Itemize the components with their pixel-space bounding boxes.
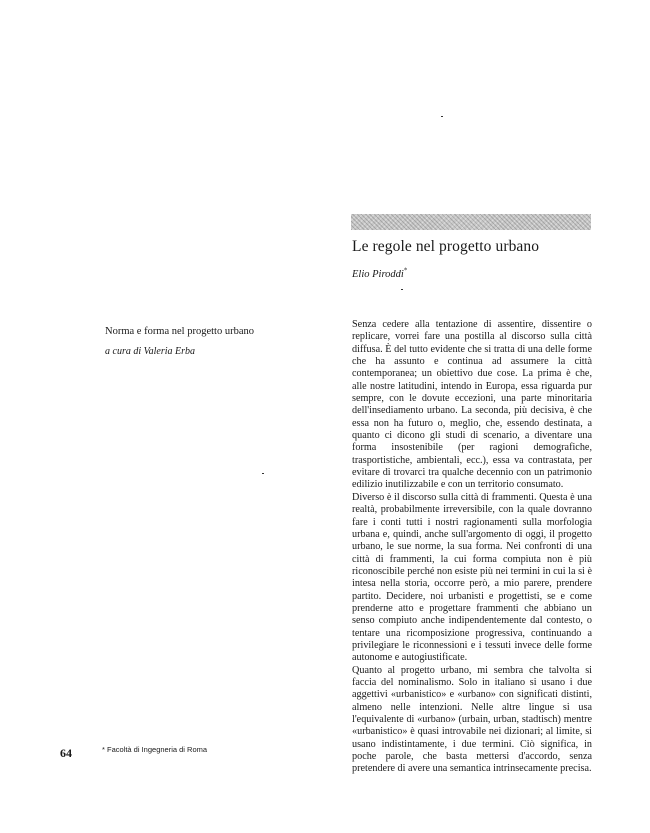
article-author: [352, 266, 408, 280]
body-paragraph: Diverso è il discorso sulla città di frammenti. Questa è una realtà, probabilmente irreversibile, con la quale dovranno fare i conti tutti i nostri ragionamenti sulla morfologia urbana e, quindi, anche sull'argomento di oggi, il progetto urbano, le sue norme, la sua forma. Nei confronti di una città di frammenti, la cui forma compiuta non è più riconoscibile perché non esiste più nei termini in cui la si è intesa nella storia, occorre però, a mio parere, prendere partito. Decidere, noi urbanisti e progettisti, se e come prenderne atto e progettare frammenti che abbiano un senso compiuto anche indipendentemente dal contesto, o tentare una ricomposizione progressiva, continuando a privilegiare le riconnessioni e i tessuti invece delle forme autonome e autogiustificate.: [352, 491, 592, 664]
section-editor: a cura di Valeria Erba: [105, 346, 195, 357]
author-footnote-mark: *: [403, 266, 408, 275]
section-heading: [105, 326, 305, 357]
article-body: [352, 319, 592, 776]
body-paragraph: Senza cedere alla tentazione di assentire, dissentire o replicare, vorrei fare una postilla al discorso sulla città diffusa. È del tutto evidente che si tratta di una delle forme che ha assunto e continua ad assumere la città contemporanea; un obiettivo due cose. La prima è che, alle nostre latitudini, intendo in Europa, essa riguarda pur sempre, con le dovute eccezioni, una parte minoritaria dell'insediamento urbano. La seconda, più decisiva, è che essa non ha futuro o, meglio, che, essendo destinata, a quanto ci dicono gli studi di scenario, a diventare una forma insostenibile (per ragioni demografiche, trasportistiche, ambientali, ecc.), essa va contrastata, per evitare di trovarci tra qualche decennio con un patrimonio edilizio inutilizzabile e con un territorio consumato.: [352, 319, 592, 491]
print-speck: [262, 473, 264, 474]
header-band: [351, 214, 591, 230]
footnote: * Facoltà di Ingegneria di Roma: [102, 745, 208, 754]
print-speck: [441, 116, 443, 117]
author-name: Elio Piroddi: [352, 269, 404, 280]
page-number: 64: [60, 746, 72, 760]
article-title: Le regole nel progetto urbano: [352, 238, 540, 255]
print-speck: [401, 289, 403, 290]
section-title: Norma e forma nel progetto urbano: [105, 326, 254, 337]
body-paragraph: Quanto al progetto urbano, mi sembra che talvolta si faccia del nominalismo. Solo in italiano si usano i due aggettivi «urbanistico» e «urbano» con significati distinti, almeno nelle intenzioni. Nelle altre lingue si usa l'equivalente di «urbano» (urbain, urban, stadtisch) mentre «urbanistico» è quasi introvabile nei dizionari; al limite, si usano indistintamente, i due termini. Ciò significa, in poche parole, che basta mettersi d'accordo, senza pretendere di avere una semantica intrinsecamente precisa.: [352, 664, 592, 775]
